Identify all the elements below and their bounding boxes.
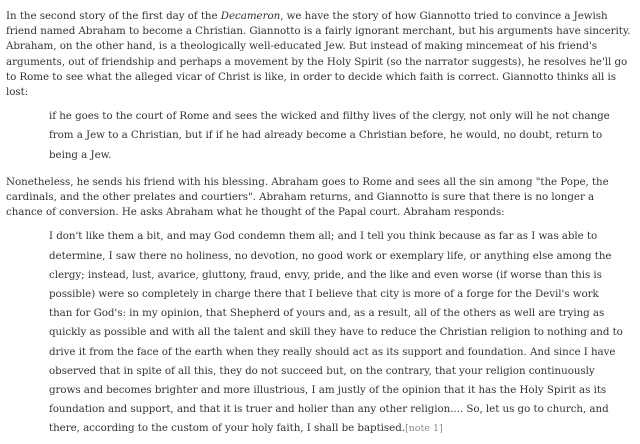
blockquote-abraham (49, 227, 623, 438)
intro-text-after: , we have the story of how Giannotto tried to convince a Jewish friend named Abraham to become a Christian. Giannotto is a fairly ignorant merchant, but his arguments have sincerity. Abraham, on the other hand, is a theologically well-educated Jew. But instead of making mincemeat of his friend's arguments, out of friendship and perhaps a movement by the Holy Spirit (so the narrator suggests), he resolves he'll go to Rome to see what the alleged vicar of Christ is like, in order to decide which faith is correct. Giannotto thinks all is lost: (6, 10, 631, 99)
narrative-paragraph: Nonetheless, he sends his friend with his blessing. Abraham goes to Rome and sees all the sin among "the Pope, the cardinals, and the other prelates and courtiers". Abraham returns, and Giannotto is sure that there is no longer a chance of conversion. He asks Abraham what he thought of the Papal court. Abraham responds: (6, 175, 609, 219)
book-title: Decameron (220, 10, 281, 22)
intro-paragraph (6, 9, 633, 100)
quote-abraham-text: I don't like them a bit, and may God condemn them all; and I tell you think because as far as I was able to determine, I saw there no holiness, no devotion, no good work or exemplary life, or anything else among the clergy; instead, lust, avarice, gluttony, fraud, envy, pride, and the like and even worse (if worse than this is possible) were so completely in charge there that I believe that city is more of a forge for the Devil's work than for God's: in my opinion, that Shepherd of yours and, as a result, all of the others as well are trying as quickly as possible and with all the talent and skill they have to reduce the Christian religion to nothing and to drive it from the face of the earth when they really should act as its support and foundation. And since I have observed that in spite of all this, they do not succeed but, on the contrary, that your religion continuously grows and becomes brighter and more illustrious, I am justly of the opinion that it has the Holy Spirit as its foundation and support, and that it is truer and holier than any other religion.... So, let us go to church, and there, according to the custom of your holy faith, I shall be baptised. (49, 230, 623, 435)
quote-giannotto-text: if he goes to the court of Rome and sees the wicked and filthy lives of the clergy, not only will he not change from a Jew to a Christian, but if if he had already become a Christian before, he would, no doubt, return to being a Jew. (49, 110, 610, 161)
quote-abraham-paragraph (49, 227, 623, 438)
intro-text-before: In the second story of the first day of the (6, 10, 221, 22)
footnote-link[interactable]: [note 1] (404, 423, 443, 435)
blockquote-giannotto (49, 107, 623, 165)
